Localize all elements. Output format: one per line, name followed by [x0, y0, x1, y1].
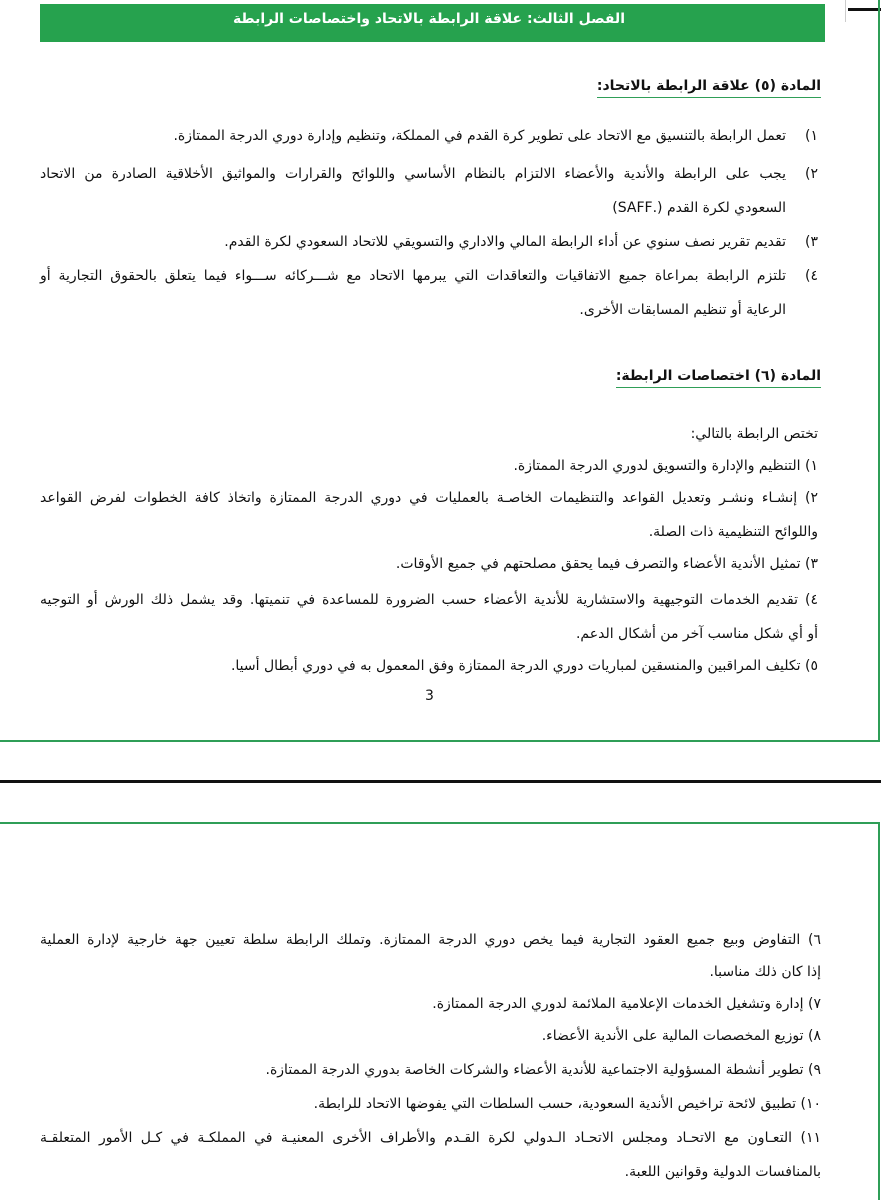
article-5-title: المادة (٥) علاقة الرابطة بالاتحاد:	[597, 78, 821, 98]
page-number: 3	[425, 688, 434, 704]
article-6-item-4-line-1: ٤) تقديم الخدمات التوجيهية والاستشارية للأندية الأعضاء حسب الضرورة للمساعدة في تنميتها. وقد يشمل ذلك الورش أو التوجيه	[40, 592, 818, 608]
article-6-item-8: ٨) توزيع المخصصات المالية على الأندية الأعضاء.	[541, 1028, 821, 1044]
article-6-item-3: ٣) تمثيل الأندية الأعضاء والتصرف فيما يحقق مصلحتهم في جميع الأوقات.	[395, 556, 818, 572]
article-5-item-2-line-1: يجب على الرابطة والأندية والأعضاء الالتزام بالنظام الأساسي واللوائح والقرارات والمواثيق الأخلاقية الصادرة من الاتحاد	[40, 166, 786, 182]
article-6-item-11-line-1: ١١) التعـاون مع الاتحـاد ومجلس الاتحـاد الـدولي لكرة القـدم والأطراف الأخرى المعنيـة في المملكـة في كـل الأمور المتعلقـة	[40, 1130, 821, 1146]
article-6-item-5: ٥) تكليف المراقبين والمنسقين لمباريات دوري الدرجة الممتازة وفق المعمول به في دوري أبطال أسيا.	[230, 658, 818, 674]
page-separator	[0, 780, 881, 783]
article-6-item-10: ١٠) تطبيق لائحة تراخيص الأندية السعودية، حسب السلطات التي يفوضها الاتحاد للرابطة.	[313, 1096, 821, 1112]
chapter-header: الفصل الثالث: علاقة الرابطة بالاتحاد واختصاصات الرابطة	[40, 4, 825, 42]
article-6-item-4-line-2: أو أي شكل مناسب آخر من أشكال الدعم.	[575, 626, 818, 642]
article-6-item-6-line-2: إذا كان ذلك مناسبا.	[709, 964, 821, 980]
article-5-item-4-line-1: تلتزم الرابطة بمراعاة جميع الاتفاقيات والتعاقدات التي يبرمها الاتحاد مع شـــركائه ســـواء فيما يتعلق بالحقوق التجارية أو	[40, 268, 786, 284]
article-6-item-6-line-1: ٦) التفاوض وبيع جميع العقود التجارية فيما يخص دوري الدرجة الممتازة. وتملك الرابطة سلطة تعيين جهة خارجية لإدارة العملية	[40, 932, 821, 948]
article-5-item-2-line-2: السعودي لكرة القدم (.SAFF)	[612, 200, 786, 216]
article-6-intro: تختص الرابطة بالتالي:	[690, 426, 818, 442]
article-5-item-3-number: ٣)	[805, 234, 818, 250]
article-5-item-4-number: ٤)	[805, 268, 818, 284]
article-6-item-2-line-2: واللوائح التنظيمية ذات الصلة.	[648, 524, 818, 540]
article-5-item-1-number: ١)	[805, 128, 818, 144]
article-6-item-2-line-1: ٢) إنشـاء ونشـر وتعديل القواعد والتنظيمات الخاصـة بالعمليات في دوري الدرجة الممتازة واتخاذ كافة الخطوات لفرض القواعد	[40, 490, 818, 506]
article-6-title: المادة (٦) اختصاصات الرابطة:	[616, 368, 821, 388]
article-6-item-9: ٩) تطوير أنشطة المسؤولية الاجتماعية للأندية الأعضاء والشركات الخاصة بدوري الدرجة الممتازة.	[265, 1062, 821, 1078]
article-6-item-1: ١) التنظيم والإدارة والتسويق لدوري الدرجة الممتازة.	[513, 458, 818, 474]
article-5-item-4-line-2: الرعاية أو تنظيم المسابقات الأخرى.	[579, 302, 786, 318]
article-6-item-11-line-2: بالمنافسات الدولية وقوانين اللعبة.	[624, 1164, 821, 1180]
article-5-item-1-line-1: تعمل الرابطة بالتنسيق مع الاتحاد على تطوير كرة القدم في المملكة، وتنظيم وإدارة دوري الدرجة الممتازة.	[173, 128, 786, 144]
article-5-item-2-number: ٢)	[805, 166, 818, 182]
article-5-item-3-line-1: تقديم تقرير نصف سنوي عن أداء الرابطة المالي والاداري والتسويقي للاتحاد السعودي لكرة القدم.	[224, 234, 786, 250]
article-6-item-7: ٧) إدارة وتشغيل الخدمات الإعلامية الملائمة لدوري الدرجة الممتازة.	[432, 996, 821, 1012]
